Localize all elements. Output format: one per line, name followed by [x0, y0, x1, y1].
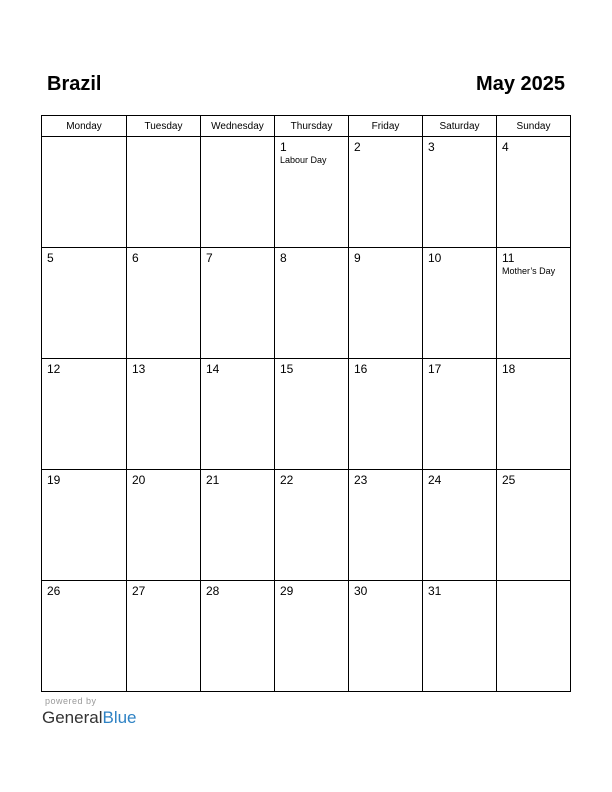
weekday-header-saturday: Saturday: [423, 116, 497, 137]
day-cell: [42, 137, 127, 248]
day-number: 13: [132, 362, 146, 376]
day-number: 28: [206, 584, 220, 598]
week-row: [42, 137, 571, 248]
day-cell: [423, 137, 497, 248]
week-row: [42, 359, 571, 470]
day-cell: [275, 581, 349, 692]
day-number: 21: [206, 473, 220, 487]
powered-by-text: powered by: [45, 696, 97, 706]
day-number: 1: [280, 140, 287, 154]
day-cell: [349, 137, 423, 248]
day-cell: [349, 581, 423, 692]
day-number: 26: [47, 584, 61, 598]
day-number: 20: [132, 473, 146, 487]
holiday-label: Mother’s Day: [502, 266, 556, 276]
day-cell: [275, 248, 349, 359]
day-cell: [201, 248, 275, 359]
day-number: 23: [354, 473, 368, 487]
day-cell: [127, 248, 201, 359]
day-cell: [349, 248, 423, 359]
calendar-month-title: May 2025: [476, 73, 565, 95]
day-cell: [42, 359, 127, 470]
footer-branding: [42, 696, 137, 729]
brand-name-blue: Blue: [102, 708, 137, 727]
day-number: 30: [354, 584, 368, 598]
day-cell: [497, 359, 571, 470]
day-number: 27: [132, 584, 146, 598]
day-cell: [201, 470, 275, 581]
day-cell: [275, 137, 349, 248]
day-number: 18: [502, 362, 516, 376]
day-cell: [497, 470, 571, 581]
weekday-header-row: [42, 116, 571, 137]
weekday-header-tuesday: Tuesday: [127, 116, 201, 137]
day-cell: [423, 248, 497, 359]
day-cell: [423, 359, 497, 470]
weekday-header-sunday: Sunday: [497, 116, 571, 137]
day-cell: [275, 470, 349, 581]
day-cell: [497, 581, 571, 692]
day-number: 22: [280, 473, 294, 487]
day-cell: [127, 470, 201, 581]
day-number: 5: [47, 251, 54, 265]
day-number: 3: [428, 140, 435, 154]
day-cell: [42, 248, 127, 359]
day-cell: [42, 581, 127, 692]
weekday-header-friday: Friday: [349, 116, 423, 137]
day-number: 8: [280, 251, 287, 265]
day-cell: [127, 359, 201, 470]
day-cell: [201, 137, 275, 248]
day-cell: [127, 137, 201, 248]
day-number: 25: [502, 473, 516, 487]
day-number: 17: [428, 362, 442, 376]
day-cell: [127, 581, 201, 692]
day-cell: [201, 359, 275, 470]
day-number: 11: [502, 251, 515, 265]
day-number: 7: [206, 251, 213, 265]
calendar-country-title: Brazil: [47, 73, 102, 95]
week-row: [42, 248, 571, 359]
weekday-header-wednesday: Wednesday: [201, 116, 275, 137]
day-cell: [201, 581, 275, 692]
weekday-header-monday: Monday: [42, 116, 127, 137]
day-number: 19: [47, 473, 61, 487]
day-number: 16: [354, 362, 368, 376]
day-number: 12: [47, 362, 61, 376]
generalblue-logo[interactable]: [42, 707, 137, 729]
day-cell: [497, 137, 571, 248]
day-cell: [423, 470, 497, 581]
day-number: 15: [280, 362, 294, 376]
day-cell: [42, 470, 127, 581]
day-number: 31: [428, 584, 442, 598]
day-cell: [275, 359, 349, 470]
day-number: 6: [132, 251, 139, 265]
day-number: 24: [428, 473, 442, 487]
day-number: 4: [502, 140, 509, 154]
brand-name-general: General: [42, 708, 103, 727]
day-number: 14: [206, 362, 220, 376]
month-calendar-grid: [41, 115, 571, 692]
day-number: 29: [280, 584, 294, 598]
week-row: [42, 581, 571, 692]
day-number: 9: [354, 251, 361, 265]
day-cell: [349, 470, 423, 581]
weekday-header-thursday: Thursday: [275, 116, 349, 137]
day-cell: [349, 359, 423, 470]
day-cell: [423, 581, 497, 692]
day-number: 10: [428, 251, 442, 265]
holiday-label: Labour Day: [280, 155, 327, 165]
day-number: 2: [354, 140, 361, 154]
day-cell: [497, 248, 571, 359]
week-row: [42, 470, 571, 581]
